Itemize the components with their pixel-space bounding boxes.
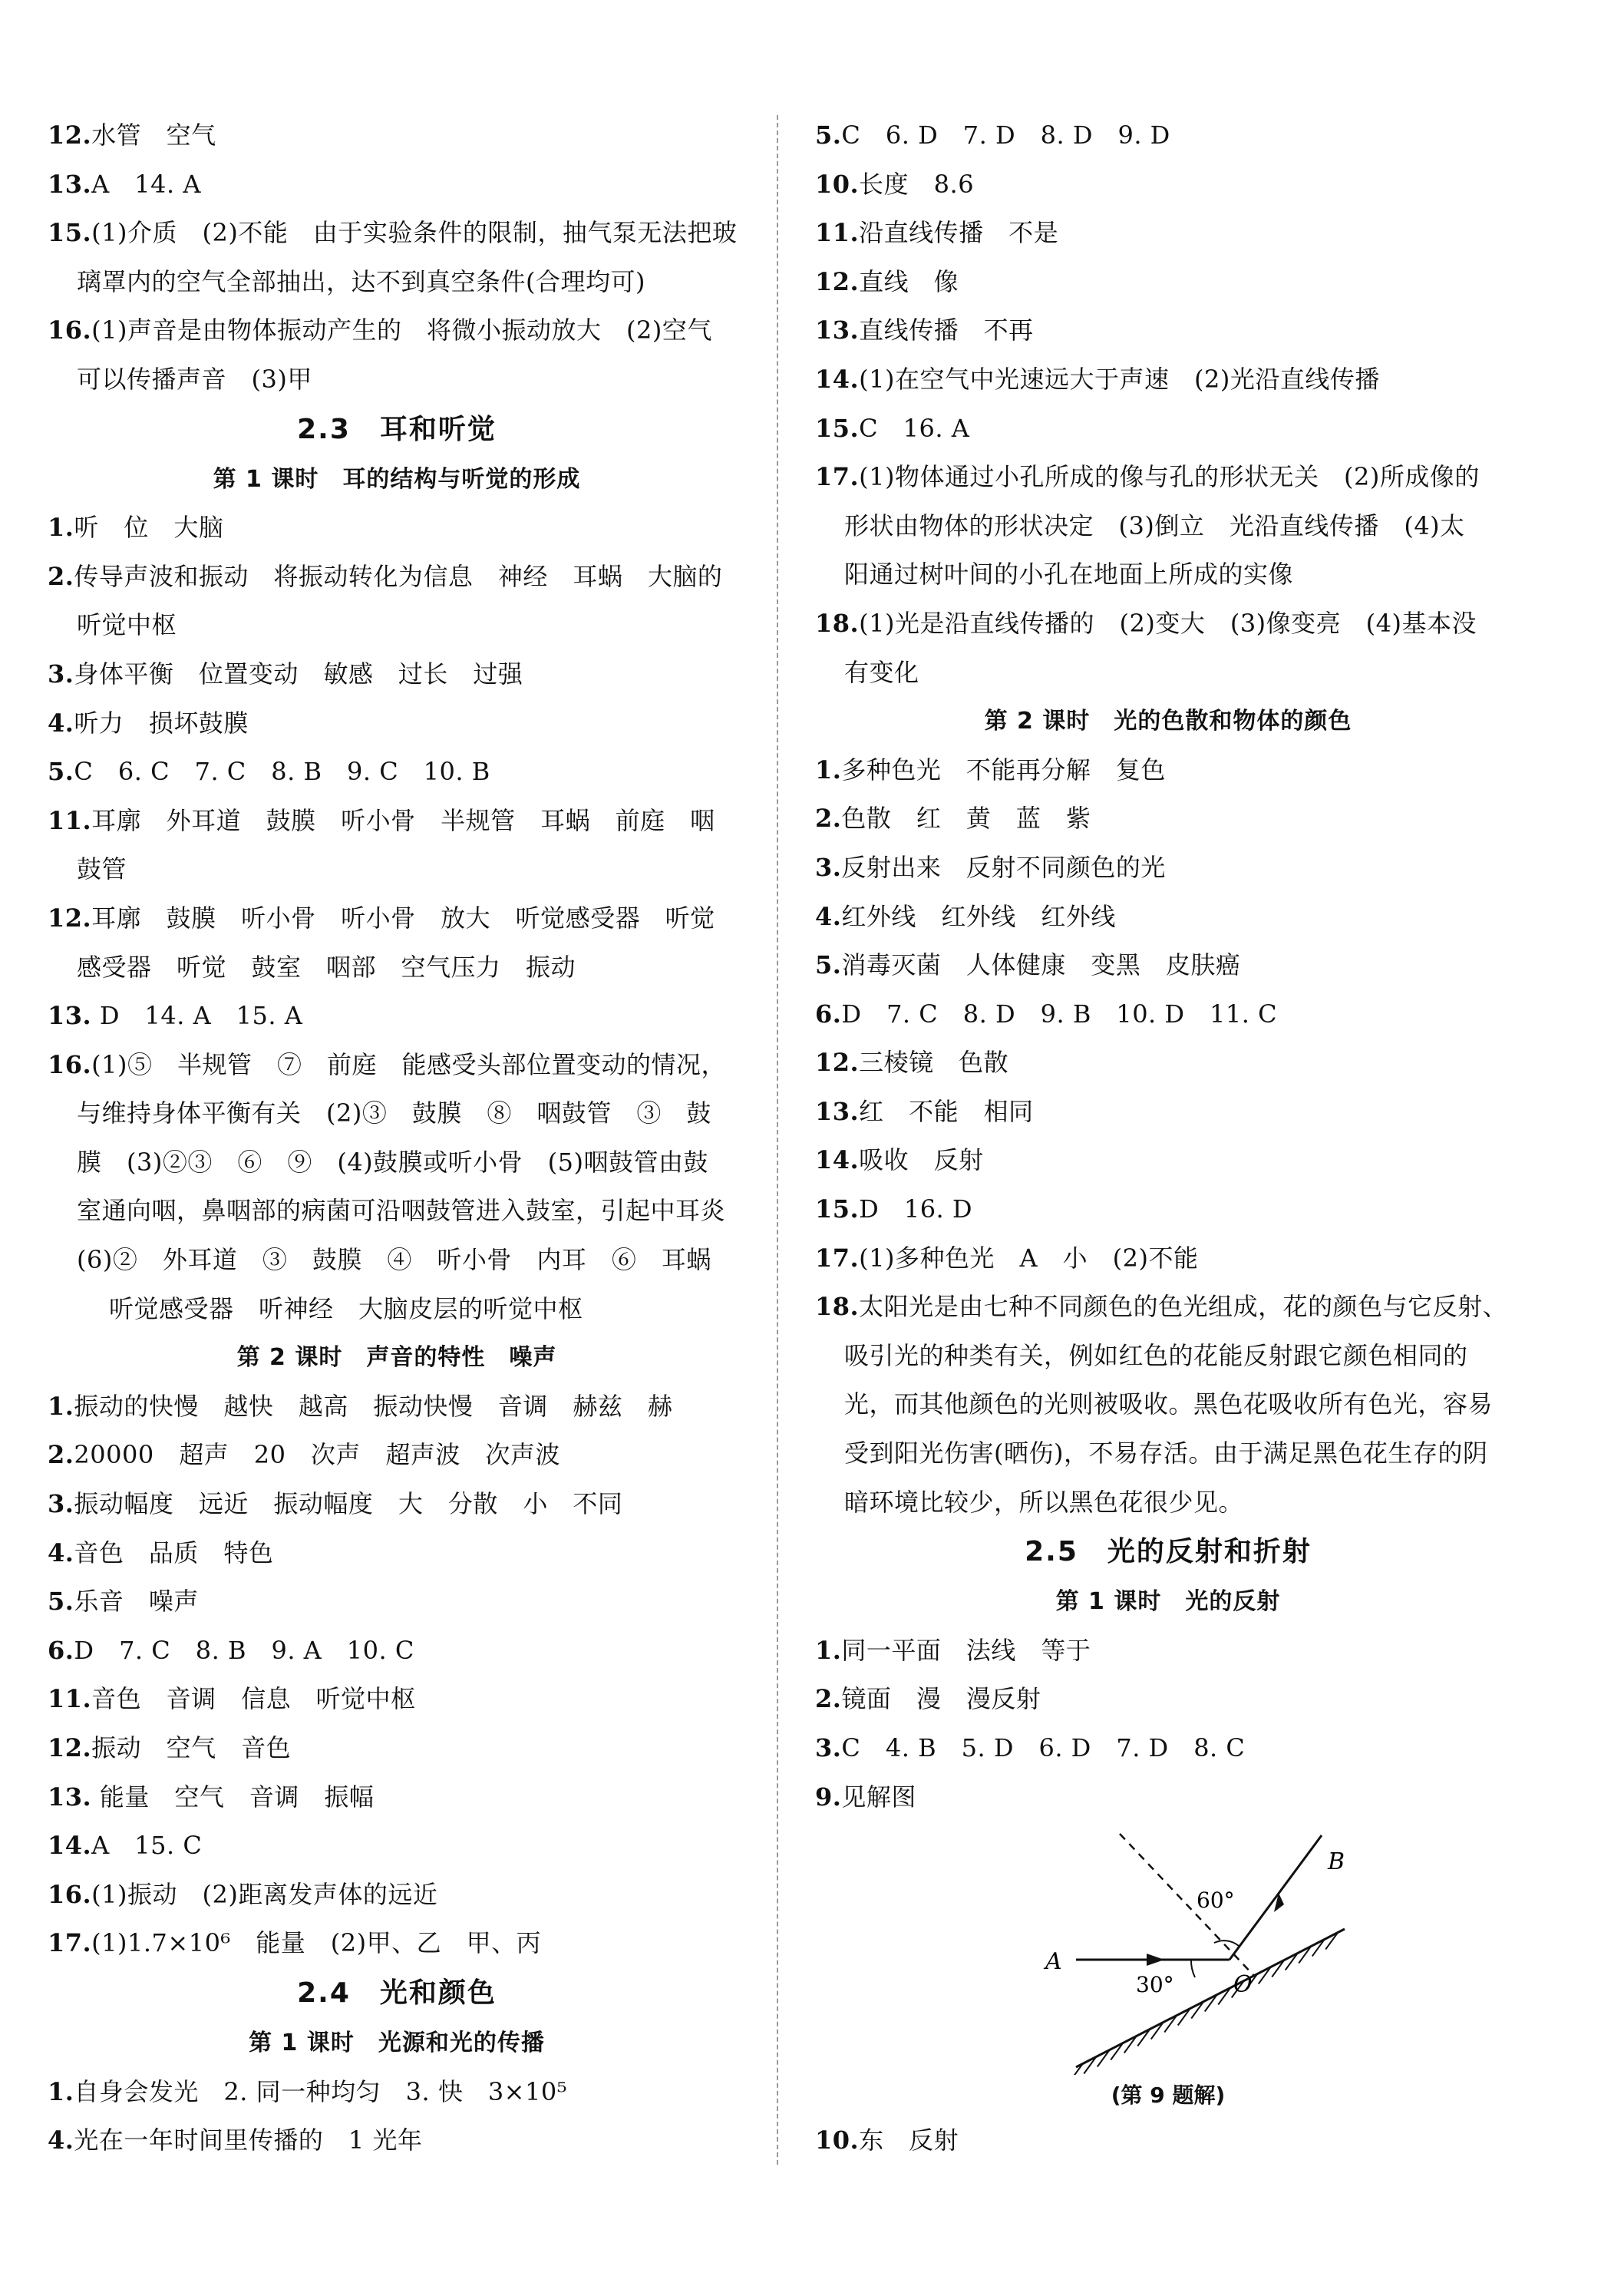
answer-text: 红外线 红外线 红外线: [841, 901, 1116, 931]
answer-item: [815, 405, 1521, 454]
answer-item: [48, 992, 746, 1041]
answer-continuation: 形状由物体的形状决定 (3)倒立 光沿直线传播 (4)太: [844, 510, 1465, 540]
question-number: 17.: [815, 462, 860, 492]
angle-30-label: 30°: [1136, 1972, 1174, 1998]
question-number: 6.: [48, 1635, 74, 1665]
answer-text: A 14. A: [91, 169, 201, 199]
answer-item: [48, 699, 746, 748]
question-number: 15.: [48, 218, 92, 248]
answer-item: [48, 1529, 746, 1578]
hatch-mark: [1071, 2064, 1083, 2076]
answer-item: [48, 1041, 746, 1090]
answer-item: [48, 797, 746, 846]
answer-item: [48, 1480, 746, 1529]
question-number: 11.: [48, 1684, 92, 1714]
question-number: 15.: [815, 413, 860, 443]
question-number: 16.: [48, 1879, 92, 1909]
answer-item: [815, 1088, 1521, 1137]
answer-item: [815, 990, 1521, 1039]
answer-text: 同一平面 法线 等于: [841, 1635, 1091, 1665]
answer-item: [48, 111, 746, 160]
answer-text: C 16. A: [859, 413, 970, 443]
question-number: 17.: [48, 1928, 92, 1958]
answer-item: [815, 258, 1521, 307]
answer-text: 见解图: [841, 1782, 916, 1812]
question-number: 3.: [48, 1489, 74, 1519]
answer-item: [48, 1577, 746, 1627]
answer-text: 振动的快慢 越快 越高 振动快慢 音调 赫兹 赫: [74, 1391, 673, 1421]
answer-item: [815, 1627, 1521, 1676]
lesson-heading: 第 1 课时 光源和光的传播: [249, 2029, 545, 2056]
answer-item: [815, 893, 1521, 942]
answer-item: [48, 553, 746, 602]
answer-continuation: 有变化: [844, 657, 919, 687]
answer-text: 吸收 反射: [859, 1145, 984, 1175]
question-number: 5.: [815, 950, 842, 980]
answer-item: [815, 1283, 1521, 1332]
answer-text: 反射出来 反射不同颜色的光: [841, 852, 1166, 882]
answer-item: [815, 1136, 1521, 1185]
answer-text: 直线传播 不再: [859, 315, 1034, 345]
mirror-hatching: [1071, 1933, 1338, 2076]
question-number: 14.: [48, 1831, 92, 1861]
question-number: 14.: [815, 1145, 860, 1175]
answer-item: [815, 1773, 1521, 1822]
question-number: 4.: [815, 901, 842, 931]
answer-text: 三棱镜 色散: [859, 1048, 1009, 1078]
answer-text: 沿直线传播 不是: [859, 218, 1059, 248]
answer-text: C 4. B 5. D 6. D 7. D 8. C: [841, 1733, 1246, 1762]
answer-item: [815, 1675, 1521, 1724]
answer-text: 镜面 漫 漫反射: [841, 1684, 1041, 1714]
answer-item: [48, 894, 746, 943]
lesson-heading: 第 2 课时 声音的特性 噪声: [236, 1344, 557, 1372]
question-number: 4.: [48, 2126, 74, 2155]
answer-continuation: 室通向咽，鼻咽部的病菌可沿咽鼓管进入鼓室，引起中耳炎: [77, 1196, 726, 1226]
answer-item: [815, 794, 1521, 844]
answer-item: [48, 306, 746, 355]
figure-caption: (第 9 题解): [1111, 2083, 1226, 2109]
answer-text: 太阳光是由七种不同颜色的色光组成，花的颜色与它反射、: [859, 1292, 1508, 1322]
answer-item: [48, 1431, 746, 1480]
question-number: 5.: [48, 1587, 74, 1617]
answer-item: [815, 2116, 1521, 2165]
incident-arrow: [1147, 1954, 1164, 1966]
mirror-surface: [1076, 1929, 1345, 2067]
label-b: B: [1328, 1848, 1345, 1876]
answer-item: [48, 1822, 746, 1871]
answer-text: 听 位 大脑: [74, 513, 224, 543]
answer-text: (1)⑤ 半规管 ⑦ 前庭 能感受头部位置变动的情况，: [91, 1049, 727, 1079]
question-number: 10.: [815, 169, 860, 199]
answer-continuation: 鼓管: [77, 854, 127, 884]
answer-continuation: 受到阳光伤害(晒伤)，不易存活。由于满足黑色花生存的阴: [844, 1438, 1488, 1468]
question-number: 12.: [815, 1048, 860, 1078]
section-heading: 2.5 光的反射和折射: [1025, 1536, 1312, 1568]
answer-text: 振动幅度 远近 振动幅度 大 分散 小 不同: [74, 1489, 623, 1519]
question-number: 3.: [815, 1733, 842, 1762]
answer-continuation: 暗环境比较少，所以黑色花很少见。: [844, 1487, 1244, 1517]
question-number: 10.: [815, 2126, 860, 2155]
answer-item: [815, 1185, 1521, 1234]
answer-item: [48, 1627, 746, 1676]
answer-item: [815, 1234, 1521, 1283]
answer-text: A 15. C: [91, 1831, 203, 1861]
answer-text: (1)振动 (2)距离发声体的远近: [91, 1879, 438, 1909]
answer-continuation: 光，而其他颜色的光则被吸收。黑色花吸收所有色光，容易: [844, 1389, 1494, 1419]
question-number: 11.: [815, 218, 860, 248]
lesson-heading: 第 1 课时 光的反射: [1055, 1588, 1281, 1616]
answer-item: [48, 1919, 746, 1968]
question-number: 12.: [48, 121, 92, 150]
reflected-ray: [1230, 1835, 1322, 1960]
answer-text: 红 不能 相同: [859, 1096, 1034, 1126]
answer-continuation: 阳通过树叶间的小孔在地面上所成的实像: [844, 560, 1294, 590]
answer-text: (1)多种色光 A 小 (2)不能: [859, 1243, 1199, 1273]
answer-text: (1)1.7×10⁶ 能量 (2)甲、乙 甲、丙: [91, 1928, 542, 1958]
answer-continuation: 感受器 听觉 鼓室 咽部 空气压力 振动: [77, 952, 576, 982]
question-number: 1.: [815, 755, 842, 784]
question-number: 13.: [48, 1782, 92, 1812]
answer-item: [815, 1039, 1521, 1088]
answer-text: 消毒灭菌 人体健康 变黑 皮肤癌: [841, 950, 1241, 980]
question-number: 1.: [48, 1391, 74, 1421]
answer-item: [815, 111, 1521, 160]
answer-text: 东 反射: [859, 2126, 959, 2155]
answer-item: [48, 2116, 746, 2165]
answer-text: (1)光是沿直线传播的 (2)变大 (3)像变亮 (4)基本没: [859, 608, 1477, 638]
answer-text: (1)介质 (2)不能 由于实验条件的限制，抽气泵无法把玻: [91, 218, 738, 248]
answer-text: 直线 像: [859, 266, 959, 296]
answer-item: [48, 1871, 746, 1920]
question-number: 6.: [815, 999, 842, 1029]
angle-60-label: 60°: [1197, 1888, 1235, 1914]
answer-continuation: 膜 (3)②③ ⑥ ⑨ (4)鼓膜或听小骨 (5)咽鼓管由鼓: [77, 1147, 708, 1177]
question-number: 1.: [48, 2076, 74, 2106]
lesson-heading: 第 2 课时 光的色散和物体的颜色: [984, 708, 1352, 735]
answer-item: [48, 1382, 746, 1432]
question-number: 13.: [48, 169, 92, 199]
question-number: 17.: [815, 1243, 860, 1273]
answer-text: 长度 8.6: [859, 169, 975, 199]
lesson-heading: 第 1 课时 耳的结构与听觉的形成: [213, 465, 581, 493]
question-number: 4.: [48, 1538, 74, 1567]
answer-continuation: 可以传播声音 (3)甲: [77, 364, 312, 394]
answer-text: 音色 音调 信息 听觉中枢: [91, 1684, 416, 1714]
answer-text: 20000 超声 20 次声 超声波 次声波: [74, 1440, 560, 1470]
answer-text: 自身会发光 2. 同一种均匀 3. 快 3×10⁵: [74, 2076, 568, 2106]
answer-item: [815, 306, 1521, 355]
answer-text: 多种色光 不能再分解 复色: [841, 755, 1166, 784]
question-number: 2.: [815, 1684, 842, 1714]
answer-text: 听力 损坏鼓膜: [74, 708, 249, 738]
answer-text: 耳廓 外耳道 鼓膜 听小骨 半规管 耳蜗 前庭 咽: [91, 805, 715, 835]
question-number: 2.: [48, 1440, 74, 1470]
question-number: 11.: [48, 805, 92, 835]
reflection-diagram-svg: [815, 1822, 1521, 2075]
answer-continuation: 璃罩内的空气全部抽出，达不到真空条件(合理均可): [77, 266, 645, 296]
answer-text: (1)在空气中光速远大于声速 (2)光沿直线传播: [859, 364, 1380, 394]
answer-text: (1)物体通过小孔所成的像与孔的形状无关 (2)所成像的: [859, 462, 1480, 492]
left-column: [48, 111, 746, 2165]
answer-text: 光在一年时间里传播的 1 光年: [74, 2126, 423, 2155]
answer-text: 水管 空气: [91, 121, 216, 150]
question-number: 2.: [815, 804, 842, 834]
right-column: [815, 111, 1521, 2165]
incidence-angle-arc: [1191, 1960, 1195, 1977]
answer-text: C 6. C 7. C 8. B 9. C 10. B: [74, 757, 490, 787]
answer-continuation: 与维持身体平衡有关 (2)③ 鼓膜 ⑧ 咽鼓管 ③ 鼓: [77, 1098, 711, 1128]
answer-item: [48, 2068, 746, 2117]
label-o: O: [1233, 1971, 1253, 1999]
question-number: 12.: [48, 903, 92, 933]
question-number: 16.: [48, 315, 92, 345]
question-number: 2.: [48, 561, 74, 591]
reflection-diagram: [815, 1822, 1521, 2075]
column-divider: [777, 115, 778, 2165]
question-number: 13.: [815, 315, 860, 345]
answer-item: [48, 650, 746, 699]
answer-item: [815, 844, 1521, 893]
question-number: 1.: [48, 513, 74, 543]
question-number: 9.: [815, 1782, 842, 1812]
question-number: 12.: [815, 266, 860, 296]
answer-text: (1)声音是由物体振动产生的 将微小振动放大 (2)空气: [91, 315, 712, 345]
answer-item: [48, 748, 746, 797]
answer-item: [815, 941, 1521, 990]
answer-text: 色散 红 黄 蓝 紫: [841, 804, 1091, 834]
answer-text: 振动 空气 音色: [91, 1733, 292, 1762]
section-heading: 2.3 耳和听觉: [297, 413, 497, 445]
section-heading: 2.4 光和颜色: [297, 1977, 497, 2009]
question-number: 3.: [48, 659, 74, 689]
answer-text: 能量 空气 音调 振幅: [91, 1782, 375, 1812]
answer-item: [815, 355, 1521, 405]
answer-item: [48, 1724, 746, 1773]
answer-text: 传导声波和振动 将振动转化为信息 神经 耳蜗 大脑的: [74, 561, 723, 591]
answer-item: [48, 209, 746, 258]
answer-item: [815, 1724, 1521, 1773]
answer-text: D 7. C 8. D 9. B 10. D 11. C: [841, 999, 1278, 1029]
answer-item: [48, 1773, 746, 1822]
answer-continuation: 听觉感受器 听神经 大脑皮层的听觉中枢: [109, 1293, 583, 1323]
reflection-angle-arc: [1214, 1941, 1239, 1946]
answer-item: [48, 504, 746, 553]
question-number: 13.: [815, 1096, 860, 1126]
question-number: 3.: [815, 852, 842, 882]
answer-text: 身体平衡 位置变动 敏感 过长 过强: [74, 659, 523, 689]
question-number: 12.: [48, 1733, 92, 1762]
answer-text: 耳廓 鼓膜 听小骨 听小骨 放大 听觉感受器 听觉: [91, 903, 715, 933]
question-number: 5.: [48, 757, 74, 787]
answer-continuation: (6)② 外耳道 ③ 鼓膜 ④ 听小骨 内耳 ⑥ 耳蜗: [77, 1245, 711, 1275]
answer-text: D 14. A 15. A: [91, 1001, 303, 1031]
question-number: 5.: [815, 121, 842, 150]
answer-item: [815, 453, 1521, 502]
question-number: 14.: [815, 364, 860, 394]
question-number: 16.: [48, 1049, 92, 1079]
answer-continuation: 吸引光的种类有关，例如红色的花能反射跟它颜色相同的: [844, 1340, 1468, 1370]
label-a: A: [1045, 1948, 1062, 1976]
answer-text: C 6. D 7. D 8. D 9. D: [841, 121, 1170, 150]
answer-text: 音色 品质 特色: [74, 1538, 274, 1567]
question-number: 15.: [815, 1194, 860, 1224]
answer-item: [815, 746, 1521, 795]
answer-text: D 16. D: [859, 1194, 973, 1224]
question-number: 1.: [815, 1635, 842, 1665]
answer-item: [815, 209, 1521, 258]
answer-text: D 7. C 8. B 9. A 10. C: [74, 1635, 414, 1665]
answer-item: [48, 160, 746, 210]
answer-item: [815, 160, 1521, 210]
answer-continuation: 听觉中枢: [77, 610, 177, 640]
question-number: 18.: [815, 608, 860, 638]
question-number: 13.: [48, 1001, 92, 1031]
answer-item: [815, 600, 1521, 649]
answer-text: 乐音 噪声: [74, 1587, 199, 1617]
question-number: 4.: [48, 708, 74, 738]
answer-item: [48, 1675, 746, 1724]
question-number: 18.: [815, 1292, 860, 1322]
